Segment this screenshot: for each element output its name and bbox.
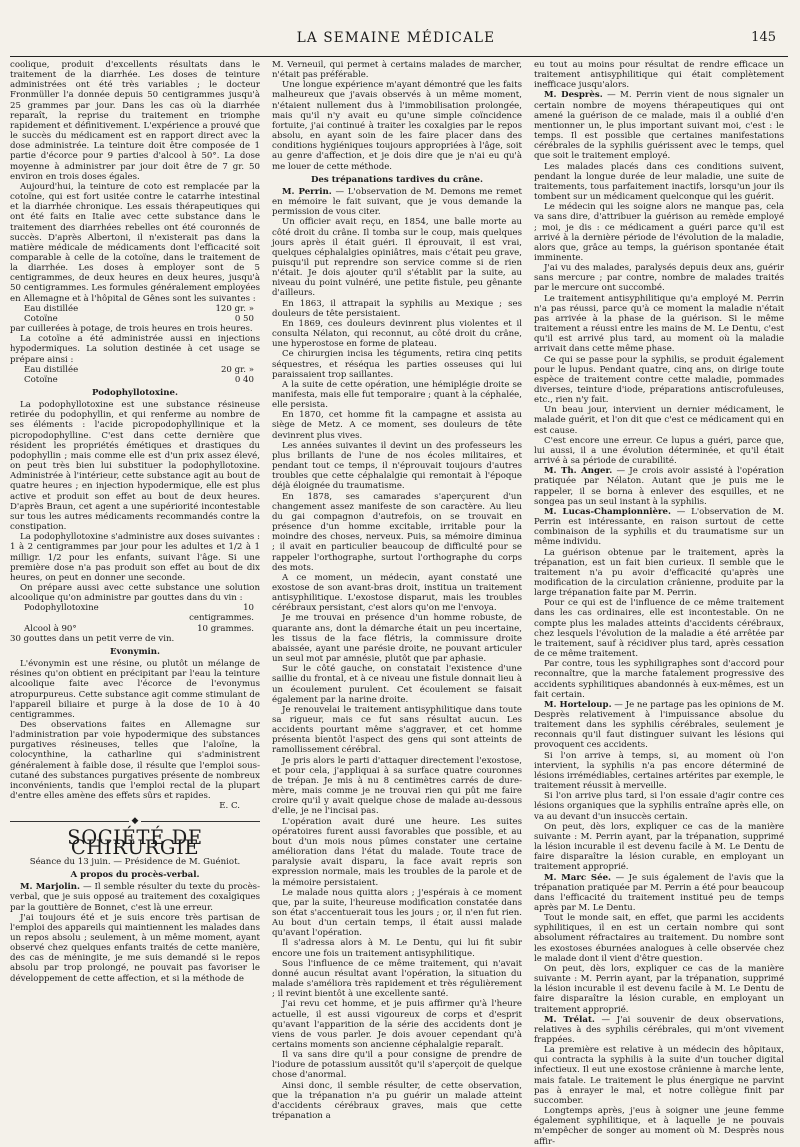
paragraph: L'évonymin est une résine, ou plutôt un mélange de résines qu'on obtient en précipitant par l'eau la teinture alcoolique faite avec l'écorce de l'evonymus atropurpureus. Cette substance agit comme stimulant de l'appareil biliaire et purge à la dose de 10 à 40 centigrammes. [10,659,260,720]
paragraph: Des observations faites en Allemagne sur l'administration par voie hypodermique des substances purgatives résineuses, telles que l'aloïne, la colocynthine, la catharline qui s'administrent généralement à faible dose, il résulte que l'emploi sous-cutané des substances purgatives présente de nombreux inconvénients, tandis que l'emploi rectal de la plupart d'entre elles amène des effets sûrs et rapides. [10,720,260,802]
paragraph: Longtemps après, j'eus à soigner une jeune femme également syphilitique, et à laquelle je ne pouvais m'empêcher de songer au moment où M. Desprès nous affir- [534,1106,784,1147]
formula-quantity: 0 50 [234,313,254,324]
paragraph: On prépare aussi avec cette substance une solution alcoolique qu'on administre par gouttes dans du vin : [10,582,260,604]
paragraph: Pour ce qui est de l'influence de ce même traitement dans les cas ordinaires, elle est incontestable. On ne compte plus les malades atteints d'accidents cérébraux, chez lesquels l'évolution de la maladie a été arrêtée par le traitement, sauf à récidiver plus tard, après cessation de ce même traitement. [534,598,784,660]
paragraph: Ainsi donc, il semble résulter, de cette observation, que la trépanation n'a pu guérir un malade atteint d'accidents cérébraux graves, mais que cette trépanation a [272,1080,522,1122]
speaker-text: — L'observation de M. Perrin est intéressante, en raison surtout de cette combinaison de la syphilis et du traumatisme sur un même individu. [534,506,784,548]
paragraph: Le médecin qui les soigne alors ne manque pas, cela va sans dire, d'attribuer la guérison au remède employé ; moi, je dis : ce médicament a guéri parce qu'il est arrivé à la dernière période de l'évolution de la maladie, alors que, grâce au temps, la guérison spontanée était imminente. [534,202,784,263]
formula-quantity: 10 grammes. [197,623,254,634]
formula-line [24,365,260,375]
paragraph: coolique, produit d'excellents résultats dans le traitement de la diarrhée. Les doses de teinture administrées ont été très variables ; le docteur Fronmüller l'a donnée depuis 50 centigrammes jusqu'à 25 grammes par jour. Dans les cas où la diarrhée reparaît, la reprise du traitement en triomphe rapidement et définitivement. L'expérience a prouvé que le succès du médicament est en rapport direct avec la dose administrée. La teinture doit être composée de 1 partie d'écorce pour 9 parties d'alcool à 50°. La dose moyenne à administrer par jour doit être de 7 gr. 50 environ en trois doses égales. [10,60,260,182]
formula-line [24,304,260,314]
speaker-name: M. Lucas-Championnière. [544,506,671,517]
paragraph: Les années suivantes il devint un des professeurs les plus brillants de l'une de nos écoles militaires, et pendant tout ce temps, il n'éprouvait toujours d'autres troubles que cette céphalalgie qui remontait à l'époque déjà éloignée du traumatisme. [272,440,522,492]
paragraph: J'ai vu des malades, paralysés depuis deux ans, guérir sans mercure ; par contre, nombre de malades traités par le mercure ont succombé. [534,263,784,294]
paragraph: La podophyllotoxine s'administre aux doses suivantes : 1 à 2 centigrammes par jour pour les adultes et 1/2 à 1 milligr. 1/2 pour les enfants, suivant l'âge. Si une première dose n'a pas produit son effet au bout de dix heures, on peut en donner une seconde. [10,532,260,583]
paragraph: La cotoïne a été administrée aussi en injections hypodermiques. La solution destinée à cet usage se prépare ainsi : [10,334,260,365]
speaker-text: — M. Perrin vient de nous signaler un certain nombre de moyens thérapeutiques qui ont amené la guérison de ce malade, mais il a oublié d'en mentionner un, le plus important suivant moi, c'est : le temps. Il est possible que certaines manifestations cérébrales de la syphilis guérissent avec le temps, quel que soit le traitement employé. [534,90,784,162]
paragraph [534,466,784,507]
speaker-name: M. Perrin. [282,186,332,197]
speaker-name: M. Th. Anger. [544,466,613,477]
paragraph: Je pris alors le parti d'attaquer directement l'exostose, et pour cela, j'appliquai à sa surface quatre couronnes de trépan. Je mis à nu 8 centimètres carrés de dure-mère, mais comme je ne trouvai rien qui pût me faire croire qu'il y avait quelque chose de malade au-dessous d'elle, je ne l'incisai pas. [272,755,522,817]
speaker-name: M. Horteloup. [544,699,612,710]
paragraph: Il s'adressa alors à M. Le Dentu, qui lui fit subir encore une fois un traitement antisyphilitique. [272,938,522,959]
paragraph: Si l'on arrive plus tard, si l'on essaie d'agir contre ces lésions organiques que la syphilis entraîne après elle, on va au devant d'un insuccès certain. [534,791,784,822]
paragraph: Sous l'influence de ce même traitement, qui n'avait donné aucun résultat avant l'opération, la situation du malade s'améliora très rapidement et très régulièrement ; il revint bientôt à une excellente santé. [272,958,522,1000]
paragraph: Sur le côté gauche, on constatait l'existence d'une saillie du frontal, et à ce niveau une fistule donnait lieu à un écoulement purulent. Cet écoulement se faisait également par la narine droite. [272,664,522,705]
paragraph: Un beau jour, intervient un dernier médicament, le malade guérit, et l'on dit que c'est ce médicament qui en est cause. [534,405,784,436]
formula-line [24,603,260,623]
paragraph [534,507,784,548]
formula-ingredient: Podophyllotoxine [24,603,99,614]
paragraph: L'opération avait duré une heure. Les suites opératoires furent aussi favorables que possible, et au bout d'un mois nous pûmes constater une certaine amélioration dans l'état du malade. Toute trace de paralysie avait disparu, la face avait repris son expression normale, mais les troubles de la parole et de la mémoire persistaient. [272,816,522,888]
paragraph: En 1878, ses camarades s'aperçurent d'un changement assez manifeste de son caractère. Au lieu du gai compagnon d'autrefois, on se trouvait en présence d'un homme excitable, irritable pour la moindre des choses, nerveux. Puis, sa mémoire diminua ; il avait en particulier beaucoup de difficulté pour se rappeler l'orthographe, surtout l'orthographe du corps des mots. [272,491,522,573]
paragraph [534,90,784,161]
paragraph [534,873,784,914]
column-3 [534,60,785,1147]
paragraph: Par contre, tous les syphiligraphes sont d'accord pour reconnaître, que la marche fatalement progressive des accidents syphilitiques abandonnés à eux-mêmes, est un fait certain. [534,659,784,700]
formula-ingredient: Eau distillée [24,364,79,375]
paragraph: On peut, dès lors, expliquer ce cas de la manière suivante : M. Perrin ayant, par la trépanation, supprimé la lésion incurable il est devenu facile à M. Le Dentu de faire disparaître la lésion curable, en employant un traitement approprié. [534,821,784,873]
formula-quantity: 20 gr. » [220,364,254,375]
session-line: Séance du 13 juin. — Présidence de M. Guéniot. [29,856,241,867]
section-heading: Podophyllotoxine. [91,388,178,398]
page-header [12,30,780,52]
column-1 [10,60,260,1108]
formula-ingredient: Cotoïne [24,313,58,324]
paragraph: M. Verneuil, qui permet à certains malades de marcher, n'était pas préférable. [272,60,522,81]
section-heading: Evonymin. [109,646,161,657]
speaker-text: — Je suis également de l'avis que la trépanation pratiquée par M. Perrin a été pour beaucoup dans l'efficacité du traitement institué peu de temps après par M. Le Dentu. [534,872,784,913]
paragraph: Si l'on arrive à temps, si, au moment où l'on intervient, la syphilis n'a pas encore déterminé de lésions irrémédiables, certaines artérites par exemple, le traitement réussit à merveille. [534,750,784,792]
paragraph: Un officier avait reçu, en 1854, une balle morte au côté droit du crâne. Il tomba sur le coup, mais quelques jours après il était guéri. Il éprouvait, il est vrai, quelques céphalalgies opiniâtres, mais c'était peu grave, puisqu'il put reprendre son service comme si de rien n'était. Je dois ajouter qu'il s'établit par la suite, au niveau du point vulnéré, une petite fistule, peu gênante d'ailleurs. [272,217,522,299]
paragraph: En 1870, cet homme fit la campagne et assista au siège de Metz. A ce moment, ses douleurs de tête devinrent plus vives. [272,410,522,441]
paragraph: La podophyllotoxine est une substance résineuse retirée du podophyllin, et qui renferme au nombre de ses éléments : l'acide picropodophyllinique et la picropodophylline. C'est dans cette dernière que résident les propriétés émétiques et drastiques du podophyllin ; mais comme elle est d'un prix assez élevé, on peut très bien lui substituer la podophyllotoxine. Administrée à l'intérieur, cette substance agit au bout de quatre heures ; en injection hypodermique, elle est plus active et produit son effet au bout de deux heures. D'après Braun, cet agent a une supériorité incontestable sur tous les autres médicaments recommandés contre la constipation. [10,400,260,533]
paragraph: On peut, dès lors, expliquer ce cas de la manière suivante : M. Perrin ayant, par la trépanation, supprimé la lésion incurable il est devenu facile à M. Le Dentu de faire disparaître la lésion curable, en employant un traitement approprié. [534,963,784,1015]
paragraph: Il va sans dire qu'il a pour consigne de prendre de l'iodure de potassium aussitôt qu'il s'aperçoit de quelque chose d'anormal. [272,1050,522,1081]
speaker-text: — L'observation de M. Demons me remet en mémoire le fait suivant, que je vous demande la permission de vous citer. [272,186,522,218]
formula-ingredient: Alcool à 90° [24,623,77,634]
paragraph: Aujourd'hui, la teinture de coto est remplacée par la cotoïne, qui est fort usitée contre le catarrhe intestinal et la diarrhée chronique. Les essais thérapeutiques qui ont été faits en Italie avec cette substance dans le traitement des diarrhées rebelles ont été couronnés de succès. D'après Albertoni, il n'existerait pas dans la matière médicale de médicaments dont l'efficacité soit comparable à celle de la cotoïne, dans le traitement de la diarrhée. Les doses à employer sont de 5 centigrammes, de deux heures en deux heures, jusqu'à 50 centigrammes. Les formules généralement employées en Allemagne et à l'hôpital de Gênes sont les suivantes : [10,181,260,304]
speaker-name: M. Desprès. [544,90,603,101]
header-rule [10,56,788,57]
formula-ingredient: Cotoïne [24,374,58,385]
speaker-name: M. Trélat. [544,1014,595,1025]
speaker-text: — Il semble résulter du texte du procès-verbal, que je suis opposé au traitement des coxalgiques par la gouttière de Bonnet, c'est là une erreur. [10,882,260,913]
paragraph [534,700,784,751]
paragraph: Les malades placés dans ces conditions suivent, pendant la longue durée de leur maladie, une suite de traitements, tous parfaitement inactifs, lorsqu'un jour ils tombent sur un médicament quelconque qui les guérit. [534,161,784,203]
section-heading: Des trépanations tardives du crâne. [310,174,484,185]
paragraph [534,1015,784,1045]
paragraph: A la suite de cette opération, une hémiplégie droite se manifesta, mais elle fut temporaire ; quant à la céphalée, elle persista. [272,379,522,411]
paragraph: Le traitement antisyphilitique qu'a employé M. Perrin n'a pas réussi, parce qu'à ce moment la maladie n'était pas arrivée à la phase de la guérison. Si le même traitement a réussi entre les mains de M. Le Dentu, c'est qu'il est arrivé plus tard, au moment où la maladie arrivait dans cette même phase. [534,293,784,355]
paragraph: Ce chirurgien incisa les téguments, retira cinq petits séquestres, et réséqua les parties osseuses qui lui paraissaient trop saillantes. [272,349,522,380]
paragraph: 30 gouttes dans un petit verre de vin. [10,633,175,644]
paragraph: par cuillerées à potage, de trois heures en trois heures. [10,324,253,335]
paragraph: Ce qui se passe pour la syphilis, se produit également pour le lupus. Pendant quatre, cinq ans, on dirige toute espèce de traitement contre cette maladie, pommades diverses, teinture d'iode, préparations antiscrofuleuses, etc., rien n'y fait. [534,354,784,406]
society-title: SOCIÉTÉ DE CHIRURGIE [67,825,203,859]
speaker-text: — J'ai souvenir de deux observations, relatives à des syphilis cérébrales, qui m'ont vivement frappées. [534,1014,784,1045]
paragraph: Tout le monde sait, en effet, que parmi les accidents syphilitiques, il en est un certain nombre qui sont absolument réfractaires au traitement. Du nombre sont les exostoses éburnées analogues à celle observée chez le malade dont il vient d'être question. [534,913,784,964]
paragraph: En 1869, ces douleurs devinrent plus violentes et il consulta Nélaton, qui reconnut, au côté droit du crâne, une hyperostose en forme de plateau. [272,318,522,350]
journal-title: LA SEMAINE MÉDICALE [296,30,496,46]
paragraph: Le malade nous quitta alors ; j'espérais à ce moment que, par la suite, l'heureuse modification constatée dans son état s'accentuerait tous les jours ; or, il n'en fut rien. Au bout d'un certain temps, il était aussi malade qu'avant l'opération. [272,887,522,939]
speaker-name: M. Marjolin. [20,882,80,893]
paragraph: A ce moment, un médecin, ayant constaté une exostose de son avant-bras droit, institua un traitement antisyphilitique. L'exostose disparut, mais les troubles cérébraux persistant, c'est alors qu'on me l'envoya. [272,572,522,614]
paragraph: J'ai revu cet homme, et je puis affirmer qu'à l'heure actuelle, il est aussi vigoureux de corps et d'esprit qu'avant l'apparition de la série des accidents dont je viens de vous parler. Je dois avouer cependant qu'à certains moments son ancienne céphalalgie reparaît. [272,999,522,1050]
paragraph: Une longue expérience m'ayant démontré que les faits malheureux que j'avais observés à un même moment, n'étaient nullement dus à l'immobilisation prolongée, mais qu'il n'y avait eu qu'une simple coïncidence fortuite, j'ai continué à traiter les coxalgies par le repos absolu, en ayant soin de les faire placer dans des conditions hygiéniques toujours appropriées à l'âge, soit au genre d'affection, et je dois dire que je n'ai eu qu'à me louer de cette méthode. [272,80,522,172]
paragraph: C'est encore une erreur. Ce lupus a guéri, parce que, lui aussi, il a une évolution déterminée, et qu'il était arrivé à sa période de curabilité. [534,435,784,467]
section-heading: A propos du procès-verbal. [70,870,200,881]
paragraph [272,187,522,217]
formula-quantity: 0 40 [234,374,254,385]
formula-ingredient: Eau distillée [24,303,79,314]
columns [10,60,788,1147]
paragraph: eu tout au moins pour résultat de rendre efficace un traitement antisyphilitique qui était complètement inefficace jusqu'alors. [534,60,784,91]
page-number: 145 [751,30,776,45]
paragraph: En 1863, il attrapait la syphilis au Mexique ; ses douleurs de tête persistaient. [272,298,522,319]
signature: E. C. [219,801,240,812]
speaker-text: — Je ne partage pas les opinions de M. Desprès relativement à l'impuissance absolue du traitement dans les syphilis cérébrales, seulement je reconnais qu'il faut distinguer suivant les lésions qui provoquent ces accidents. [534,699,785,751]
paragraph [10,882,260,912]
formula-line [24,624,260,634]
paragraph: J'ai toujours été et je suis encore très partisan de l'emploi des appareils qui maintiennent les malades dans un repos absolu ; seulement, à un même moment, ayant observé chez quelques enfants traités de cette manière, des cas de méningite, je me suis demandé si le repos absolu par trop prolongé, ne pouvait pas favoriser le développement de cette affection, et si la méthode de [10,912,260,984]
paragraph: Je me trouvai en présence d'un homme robuste, de quarante ans, dont la démarche était un peu incertaine, les tissus de la face flétris, la commissure droite abaissée, ayant une parésie droite, ne pouvant articuler un seul mot par amnésie, plutôt que par aphasie. [272,613,522,665]
formula-line [24,314,260,324]
diamond-icon: ◆ [131,816,139,827]
formula-quantity: 120 gr. » [215,303,254,314]
formula-quantity: 10 centigrammes. [189,603,254,624]
paragraph: La guérison obtenue par le traitement, après la trépanation, est un fait bien curieux. Il semble que le traitement n'a pu avoir d'efficacité qu'après une modification de la circulation crânienne, produite par la large trépanation faite par M. Perrin. [534,547,784,599]
speaker-name: M. Marc Sée. [544,872,612,883]
paragraph: La première est relative à un médecin des hôpitaux, qui contracta la syphilis à la suite d'un toucher digital infectieux. Il eut une exostose crânienne à marche lente, mais fatale. Le traitement le plus énergique ne parvint pas à enrayer le mal, et notre collègue finit par succomber. [534,1045,784,1106]
paragraph: Je renouvelai le traitement antisyphilitique dans toute sa rigueur, mais ce fut sans résultat aucun. Les accidents pourtant même s'aggraver, et cet homme présenta bientôt l'aspect des gens qui sont atteints de ramollissement cérébral. [272,704,522,756]
speaker-text: — Je crois avoir assisté à l'opération pratiquée par Nélaton. Autant que je puis me le rappeler, il se borna à enlever des esquilles, et ne songea pas un seul instant à la syphilis. [534,466,785,507]
column-2 [272,60,522,1122]
formula-line [24,375,260,385]
